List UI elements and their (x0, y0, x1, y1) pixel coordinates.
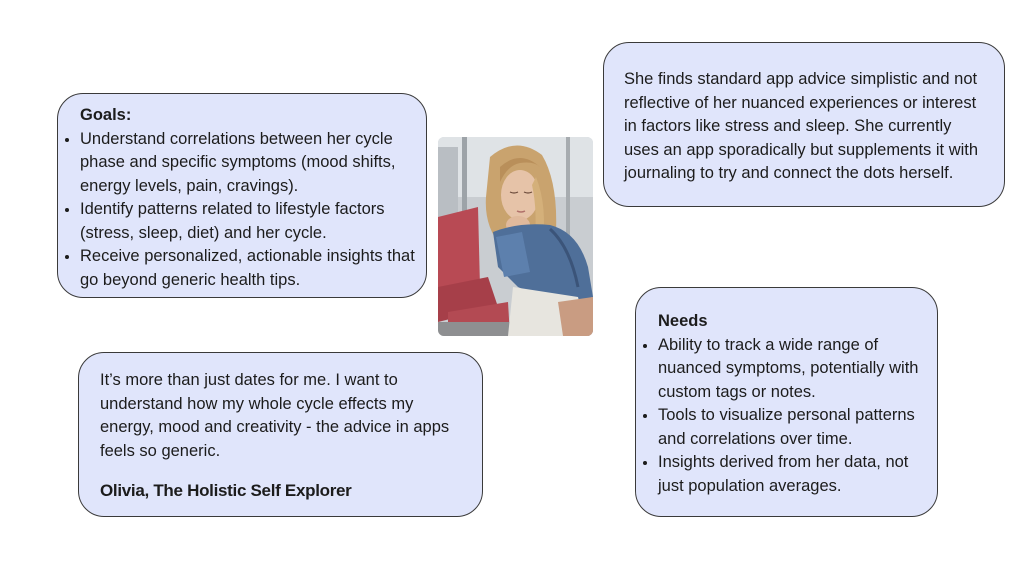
goals-list-item: • Receive personalized, actionable insights that go beyond generic health tips. (80, 245, 416, 292)
needs-list (638, 334, 925, 499)
needs-card (635, 287, 938, 517)
goals-list-item: • Understand correlations between her cycle phase and specific symptoms (mood shifts, energy levels, pain, cravings). (80, 128, 416, 199)
persona-photo (438, 137, 593, 336)
quote-card (78, 352, 483, 517)
needs-list-item: • Tools to visualize personal patterns and correlations over time. (658, 404, 925, 451)
needs-list-item: • Ability to track a wide range of nuanced symptoms, potentially with custom tags or notes. (658, 334, 925, 405)
goals-list-item: • Identify patterns related to lifestyle factors (stress, sleep, diet) and her cycle. (80, 198, 416, 245)
goals-card (57, 93, 427, 298)
context-card (603, 42, 1005, 207)
goals-list (60, 128, 416, 293)
persona-quote: It’s more than just dates for me. I want to understand how my whole cycle effects my energy, mood and creativity - the advice in apps feels so generic. (100, 371, 450, 460)
persona-name: Olivia, The Holistic Self Explorer (100, 481, 352, 500)
needs-heading: Needs (658, 312, 708, 330)
needs-list-item: • Insights derived from her data, not just population averages. (658, 451, 925, 498)
goals-heading: Goals: (80, 106, 132, 124)
context-text: She finds standard app advice simplistic and not reflective of her nuanced experiences or interest in factors like stress and sleep. She currently uses an app sporadically but supplements it with journaling to try and connect the dots herself. (624, 70, 979, 182)
